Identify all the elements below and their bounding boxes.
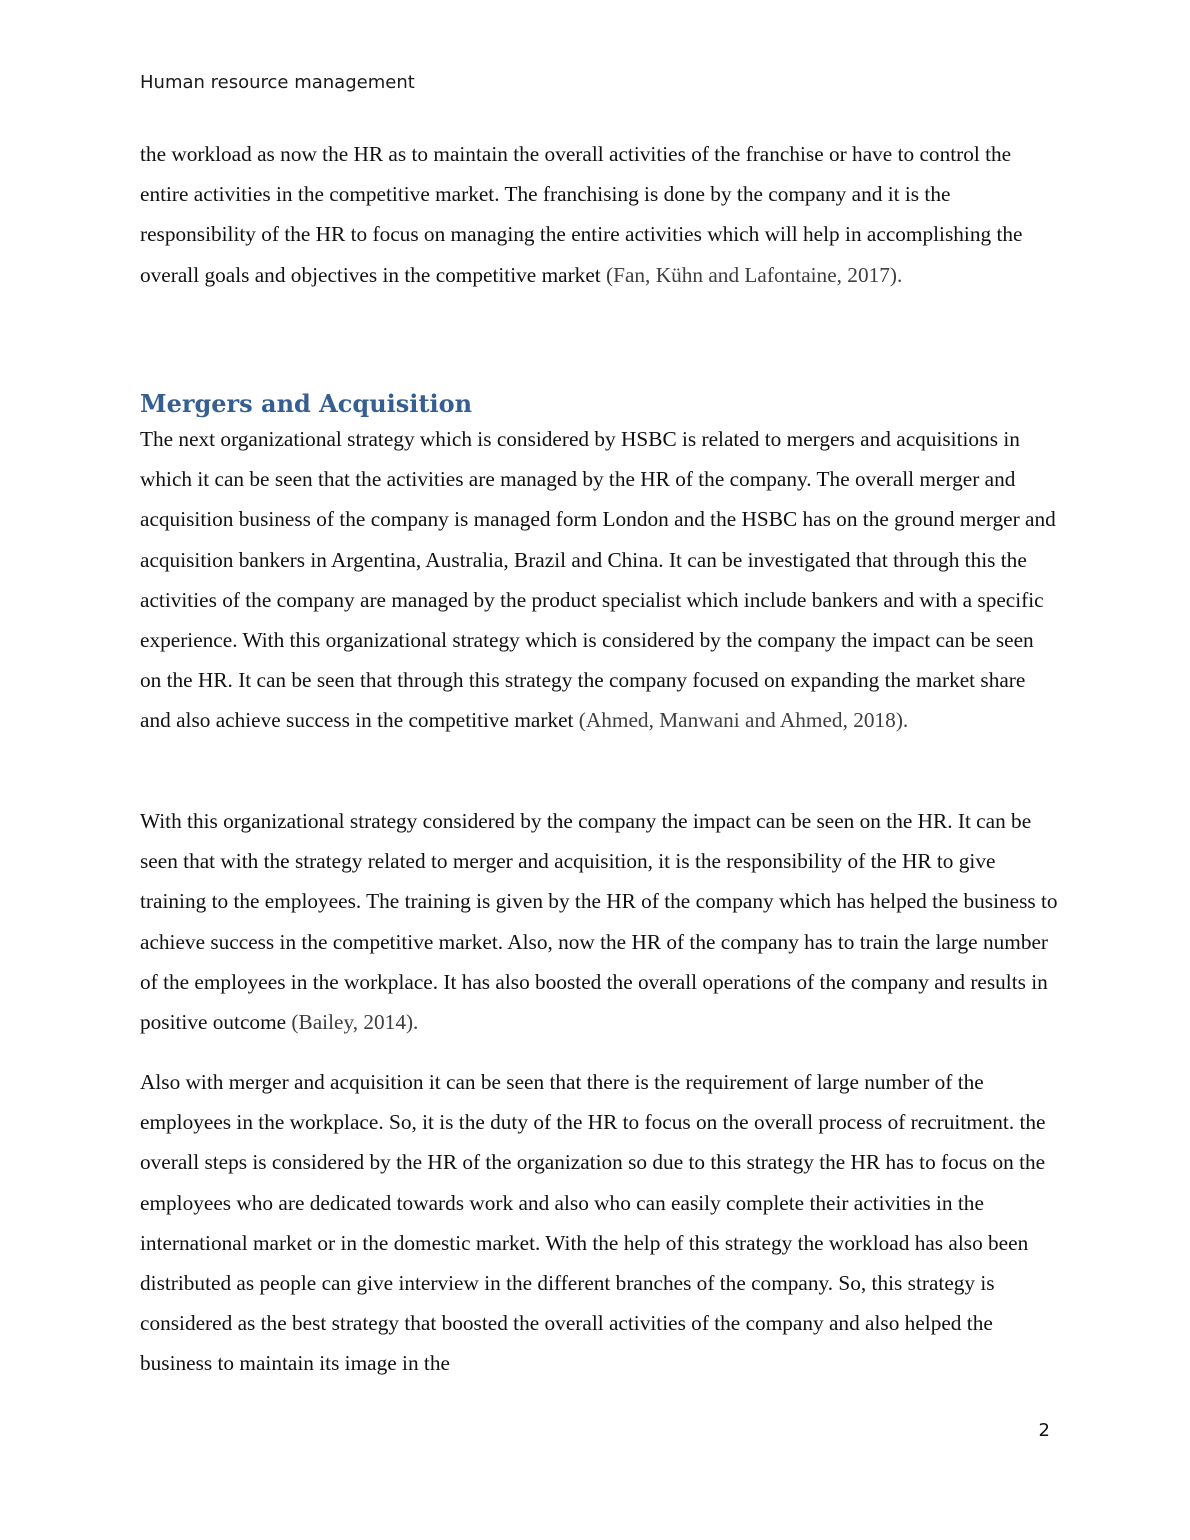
body-paragraph [140,419,1060,741]
section-heading: Mergers and Acquisition [140,389,473,418]
page-number: 2 [1038,1420,1050,1441]
paragraph-text: the workload as now the HR as to maintain the overall activities of the franchise or have to control the entire activities in the competitive market. The franchising is done by the company and it is the responsibility of the HR to focus on managing the entire activities which will help in accomplishing the overall goals and objectives in the competitive market [140,142,1023,287]
paragraph-text: Also with merger and acquisition it can be seen that there is the requirement of large number of the employees in the workplace. So, it is the duty of the HR to focus on the overall process of recruitment. the overall steps is considered by the HR of the organization so due to this strategy the HR has to focus on the employees who are dedicated towards work and also who can easily complete their activities in the international market or in the domestic market. With the help of this strategy the workload has also been distributed as people can give interview in the different branches of the company. So, this strategy is considered as the best strategy that boosted the overall activities of the company and also helped the business to maintain its image in the [140,1070,1046,1376]
citation: (Bailey, 2014). [291,1010,419,1035]
body-paragraph [140,801,1060,1042]
body-paragraph [140,1062,1060,1384]
paragraph-text: With this organizational strategy considered by the company the impact can be seen on the HR. It can be seen that with the strategy related to merger and acquisition, it is the responsibility of the HR to give training to the employees. The training is given by the HR of the company which has helped the business to achieve success in the competitive market. Also, now the HR of the company has to train the large number of the employees in the workplace. It has also boosted the overall operations of the company and results in positive outcome [140,809,1058,1035]
citation: (Ahmed, Manwani and Ahmed, 2018). [578,708,909,733]
running-header: Human resource management [140,72,415,93]
paragraph-text: The next organizational strategy which is considered by HSBC is related to mergers and acquisitions in which it can be seen that the activities are managed by the HR of the company. The overall merger and acquisition business of the company is managed form London and the HSBC has on the ground merger and acquisition bankers in Argentina, Australia, Brazil and China. It can be investigated that through this the activities of the company are managed by the product specialist which include bankers and with a specific experience. With this organizational strategy which is considered by the company the impact can be seen on the HR. It can be seen that through this strategy the company focused on expanding the market share and also achieve success in the competitive market [140,427,1056,733]
citation: (Fan, Kühn and Lafontaine, 2017). [606,262,903,287]
body-paragraph [140,134,1060,295]
